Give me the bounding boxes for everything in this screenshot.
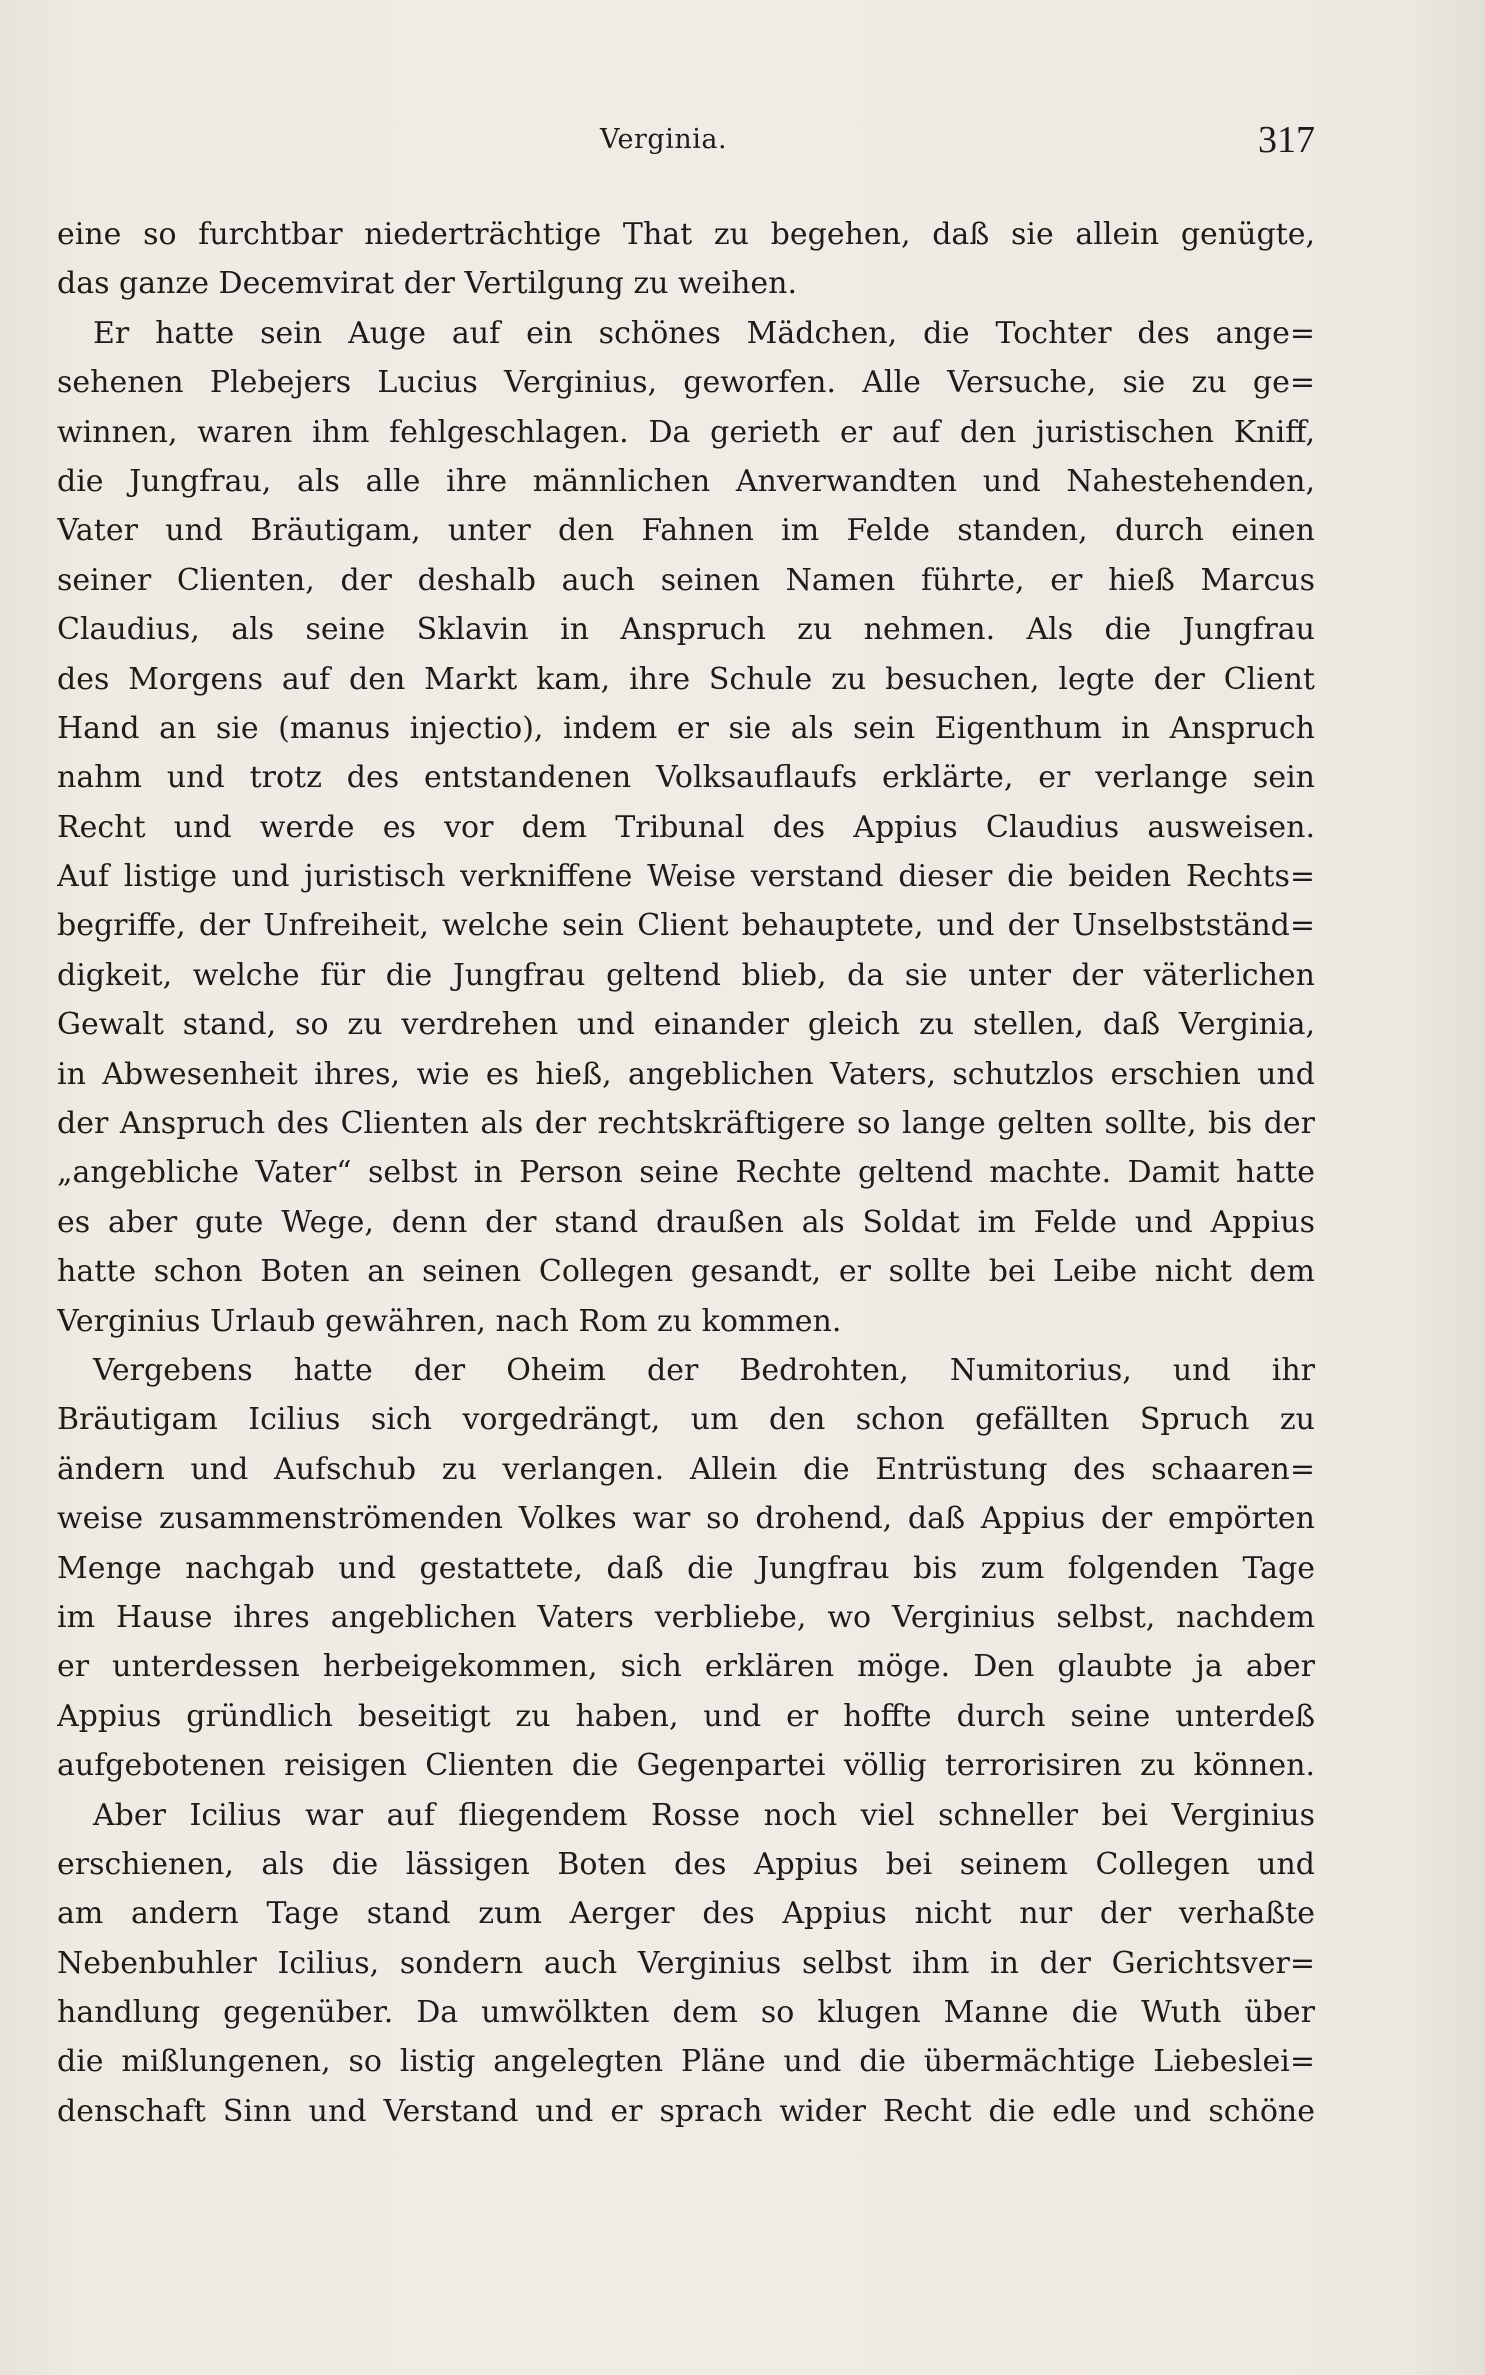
text-line: erschienen, als die lässigen Boten des Appius bei seinem Collegen und bbox=[57, 1846, 1315, 1882]
text-line: es aber gute Wege, denn der stand draußen als Soldat im Felde und Appius bbox=[57, 1204, 1315, 1240]
text-line: Vergebens hatte der Oheim der Bedrohten, Numitorius, und ihr bbox=[93, 1352, 1315, 1388]
text-line: Bräutigam Icilius sich vorgedrängt, um den schon gefällten Spruch zu bbox=[57, 1402, 1315, 1438]
text-line: weise zusammenströmenden Volkes war so drohend, daß Appius der empörten bbox=[57, 1501, 1315, 1537]
text-line: im Hause ihres angeblichen Vaters verbliebe, wo Verginius selbst, nachdem bbox=[57, 1599, 1315, 1635]
text-line: eine so furchtbar niederträchtige That zu begehen, daß sie allein genügte, bbox=[57, 217, 1315, 252]
text-line: Auf listige und juristisch verkniffene Weise verstand dieser die beiden Rechts= bbox=[57, 859, 1315, 895]
text-line: Recht und werde es vor dem Tribunal des Appius Claudius ausweisen. bbox=[57, 809, 1315, 845]
text-line: Hand an sie (manus injectio), indem er sie als sein Eigenthum in Anspruch bbox=[57, 710, 1315, 746]
text-line: Vater und Bräutigam, unter den Fahnen im Felde standen, durch einen bbox=[57, 513, 1315, 549]
text-line: „angebliche Vater“ selbst in Person seine Rechte geltend machte. Damit hatte bbox=[57, 1155, 1315, 1191]
text-line: denschaft Sinn und Verstand und er sprach wider Recht die edle und schöne bbox=[57, 2093, 1315, 2129]
running-title: Verginia. bbox=[600, 124, 728, 155]
text-line: Verginius Urlaub gewähren, nach Rom zu kommen. bbox=[57, 1303, 842, 1339]
text-line: Aber Icilius war auf fliegendem Rosse noch viel schneller bei Verginius bbox=[93, 1797, 1315, 1833]
text-line: handlung gegenüber. Da umwölkten dem so klugen Manne die Wuth über bbox=[57, 1995, 1315, 2031]
text-line: des Morgens auf den Markt kam, ihre Schule zu besuchen, legte der Client bbox=[57, 661, 1315, 697]
text-line: nahm und trotz des entstandenen Volksauflaufs erklärte, er verlange sein bbox=[57, 760, 1315, 796]
text-line: digkeit, welche für die Jungfrau geltend blieb, da sie unter der väterlichen bbox=[57, 957, 1315, 993]
text-line: sehenen Plebejers Lucius Verginius, geworfen. Alle Versuche, sie zu ge= bbox=[57, 365, 1315, 401]
text-line: die Jungfrau, als alle ihre männlichen Anverwandten und Nahestehenden, bbox=[57, 463, 1315, 499]
text-line: das ganze Decemvirat der Vertilgung zu weihen. bbox=[57, 266, 797, 302]
page-number: 317 bbox=[1258, 119, 1315, 161]
text-line: der Anspruch des Clienten als der rechtskräftigere so lange gelten sollte, bis der bbox=[57, 1106, 1315, 1142]
text-line: die mißlungenen, so listig angelegten Pläne und die übermächtige Liebeslei= bbox=[57, 2044, 1315, 2080]
text-line: winnen, waren ihm fehlgeschlagen. Da gerieth er auf den juristischen Kniff, bbox=[57, 414, 1315, 450]
text-line: Appius gründlich beseitigt zu haben, und er hoffte durch seine unterdeß bbox=[57, 1698, 1315, 1734]
text-line: aufgebotenen reisigen Clienten die Gegenpartei völlig terrorisiren zu können. bbox=[57, 1748, 1315, 1784]
text-line: Er hatte sein Auge auf ein schönes Mädchen, die Tochter des ange= bbox=[93, 315, 1315, 351]
text-line: begriffe, der Unfreiheit, welche sein Client behauptete, und der Unselbstständ= bbox=[57, 908, 1315, 944]
text-line: am andern Tage stand zum Aerger des Appius nicht nur der verhaßte bbox=[57, 1896, 1315, 1932]
text-line: Gewalt stand, so zu verdrehen und einander gleich zu stellen, daß Verginia, bbox=[57, 1007, 1315, 1043]
text-line: Menge nachgab und gestattete, daß die Jungfrau bis zum folgenden Tage bbox=[57, 1550, 1315, 1586]
text-line: seiner Clienten, der deshalb auch seinen Namen führte, er hieß Marcus bbox=[57, 562, 1315, 598]
text-line: in Abwesenheit ihres, wie es hieß, angeblichen Vaters, schutzlos erschien und bbox=[57, 1056, 1315, 1092]
body-text bbox=[57, 210, 1315, 2136]
running-head bbox=[0, 119, 1485, 174]
text-line: er unterdessen herbeigekommen, sich erklären möge. Den glaubte ja aber bbox=[57, 1649, 1315, 1685]
text-line: Claudius, als seine Sklavin in Anspruch zu nehmen. Als die Jungfrau bbox=[57, 612, 1315, 648]
text-line: Nebenbuhler Icilius, sondern auch Verginius selbst ihm in der Gerichtsver= bbox=[57, 1945, 1315, 1981]
text-line: hatte schon Boten an seinen Collegen gesandt, er sollte bei Leibe nicht dem bbox=[57, 1254, 1315, 1290]
text-line: ändern und Aufschub zu verlangen. Allein die Entrüstung des schaaren= bbox=[57, 1451, 1315, 1487]
